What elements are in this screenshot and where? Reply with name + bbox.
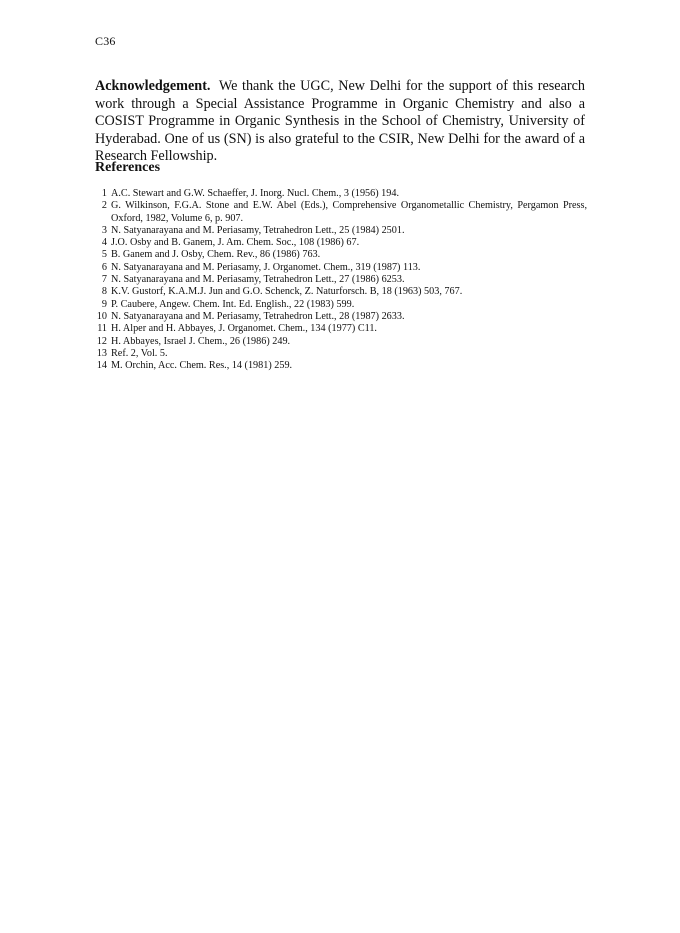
reference-text: G. Wilkinson, F.G.A. Stone and E.W. Abel (Eds.), Comprehensive Organometallic Chemistry, Pergamon Press, Oxford, 1982, Volume 6, p. 907.: [111, 200, 587, 224]
acknowledgement-paragraph: [95, 78, 585, 166]
reference-text: J.O. Osby and B. Ganem, J. Am. Chem. Soc., 108 (1986) 67.: [111, 237, 360, 249]
reference-number: 9: [101, 298, 107, 310]
reference-text: N. Satyanarayana and M. Periasamy, J. Organomet. Chem., 319 (1987) 113.: [111, 261, 421, 273]
reference-number: 7: [101, 274, 107, 286]
reference-item: [95, 188, 587, 200]
reference-text: N. Satyanarayana and M. Periasamy, Tetrahedron Lett., 28 (1987) 2633.: [111, 310, 405, 322]
reference-text: P. Caubere, Angew. Chem. Int. Ed. English., 22 (1983) 599.: [111, 298, 355, 310]
reference-text: H. Abbayes, Israel J. Chem., 26 (1986) 249.: [111, 335, 291, 347]
reference-item: [95, 286, 587, 298]
reference-item: [95, 249, 587, 261]
reference-number: 3: [101, 224, 107, 236]
reference-item: [95, 274, 587, 286]
reference-text: H. Alper and H. Abbayes, J. Organomet. Chem., 134 (1977) C11.: [111, 323, 377, 335]
reference-text: M. Orchin, Acc. Chem. Res., 14 (1981) 259.: [111, 360, 293, 372]
reference-number: 14: [96, 360, 107, 372]
reference-item: [95, 237, 587, 249]
reference-item: [95, 262, 587, 274]
reference-number: 12: [96, 335, 107, 347]
reference-item: [95, 323, 587, 335]
reference-number: 6: [101, 261, 107, 273]
reference-text: K.V. Gustorf, K.A.M.J. Jun and G.O. Schenck, Z. Naturforsch. B, 18 (1963) 503, 767.: [111, 286, 463, 298]
reference-number: 8: [101, 286, 107, 298]
reference-text: B. Ganem and J. Osby, Chem. Rev., 86 (1986) 763.: [111, 249, 321, 261]
reference-item: [95, 200, 587, 225]
reference-number: 1: [101, 188, 107, 199]
references-heading: References: [95, 160, 161, 175]
reference-number: 5: [101, 249, 107, 261]
reference-item: [95, 360, 587, 372]
reference-number: 2: [101, 200, 107, 212]
reference-item: [95, 348, 587, 360]
reference-text: Ref. 2, Vol. 5.: [111, 347, 168, 359]
reference-text: A.C. Stewart and G.W. Schaeffer, J. Inorg. Nucl. Chem., 3 (1956) 194.: [111, 188, 399, 199]
reference-text: N. Satyanarayana and M. Periasamy, Tetrahedron Lett., 27 (1986) 6253.: [111, 274, 405, 286]
reference-number: 13: [96, 347, 107, 359]
reference-item: [95, 299, 587, 311]
reference-item: [95, 336, 587, 348]
page-number: C36: [95, 34, 116, 48]
reference-text: N. Satyanarayana and M. Periasamy, Tetrahedron Lett., 25 (1984) 2501.: [111, 224, 405, 236]
reference-number: 11: [97, 323, 107, 335]
acknowledgement-body: We thank the UGC, New Delhi for the support of this research work through a Special Assistance Programme in Organic Chemistry and also a COSIST Programme in Organic Synthesis in the School of Chemistry, University of Hyderabad. One of us (SN) is also grateful to the CSIR, New Delhi for the award of a Research Fellowship.: [95, 78, 585, 165]
reference-item: [95, 311, 587, 323]
reference-list: [95, 188, 587, 372]
reference-item: [95, 225, 587, 237]
acknowledgement-heading: Acknowledgement.: [95, 78, 211, 95]
reference-number: 10: [96, 310, 107, 322]
reference-number: 4: [101, 237, 107, 249]
